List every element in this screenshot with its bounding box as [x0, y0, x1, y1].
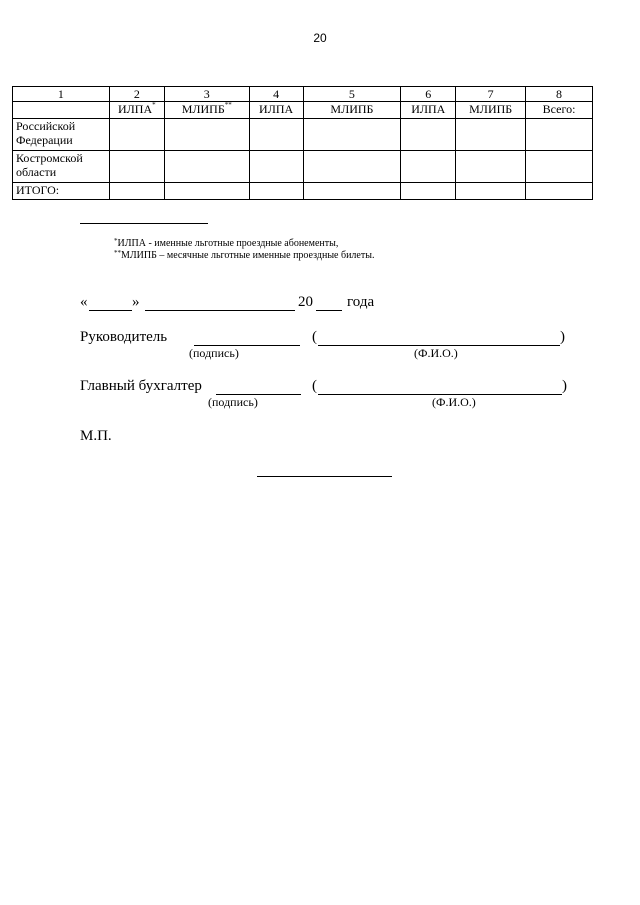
column-header-text: МЛИПБ: [181, 102, 225, 116]
table-cell: [401, 183, 456, 200]
table-cell: [456, 151, 526, 183]
date-close-quote: »: [132, 294, 140, 310]
table-cell: [526, 119, 593, 151]
table-cell: [164, 183, 249, 200]
name-caption: (Ф.И.О.): [414, 346, 458, 360]
close-paren: ): [560, 329, 565, 345]
row-label: Костромской области: [13, 151, 110, 183]
year-prefix: 20: [298, 294, 313, 310]
signature-caption: (подпись): [189, 346, 239, 360]
column-number: 7: [456, 87, 526, 102]
table-row: [13, 151, 593, 183]
stamp-place: М.П.: [80, 428, 112, 444]
table-cell: [249, 119, 303, 151]
footnote-text: МЛИПБ – месячные льготные именные проездные билеты.: [121, 250, 375, 261]
table-cell: [249, 183, 303, 200]
day-blank: [89, 294, 132, 311]
footnote: [114, 238, 338, 250]
table-cell: [109, 183, 164, 200]
table-cell: [401, 151, 456, 183]
row-label: ИТОГО:: [13, 183, 110, 200]
name-blank: [318, 329, 560, 346]
column-header: МЛИПБ: [303, 102, 401, 119]
signer-role: Руководитель: [80, 329, 168, 345]
table-cell: [303, 151, 401, 183]
table-cell: [109, 151, 164, 183]
table-cell: [164, 119, 249, 151]
table-cell: [456, 183, 526, 200]
column-number: 5: [303, 87, 401, 102]
footnote-mark: **: [114, 249, 121, 257]
column-number: 6: [401, 87, 456, 102]
year-suffix: года: [347, 294, 375, 310]
column-number: 2: [109, 87, 164, 102]
row-label: Российской Федерации: [13, 119, 110, 151]
column-header: [164, 102, 249, 119]
footnote-mark: **: [224, 101, 232, 109]
column-number: 8: [526, 87, 593, 102]
table-cell: [456, 119, 526, 151]
footnote: [114, 250, 374, 262]
column-header: ИЛПА: [249, 102, 303, 119]
open-paren: (: [312, 378, 317, 394]
column-header: МЛИПБ: [456, 102, 526, 119]
column-header-row: [13, 102, 593, 119]
footnote-mark: *: [114, 237, 118, 245]
open-paren: (: [312, 329, 317, 345]
signer-role: Главный бухгалтер: [80, 378, 202, 394]
column-number: 3: [164, 87, 249, 102]
column-header: ИЛПА: [401, 102, 456, 119]
close-paren: ): [562, 378, 567, 394]
page-number: 20: [313, 31, 327, 45]
table-cell: [401, 119, 456, 151]
signature-blank: [194, 329, 300, 346]
table-cell: [526, 183, 593, 200]
end-divider: [257, 476, 392, 477]
column-number: 4: [249, 87, 303, 102]
table-cell: [303, 119, 401, 151]
report-table: [12, 86, 593, 200]
table-cell: [249, 151, 303, 183]
table-cell: [303, 183, 401, 200]
name-blank: [318, 378, 562, 395]
column-number: 1: [13, 87, 110, 102]
footnote-text: ИЛПА - именные льготные проездные абонементы,: [117, 238, 339, 249]
table-cell: [164, 151, 249, 183]
month-blank: [145, 294, 295, 311]
column-header: [13, 102, 110, 119]
table-cell: [526, 151, 593, 183]
date-open-quote: «: [80, 294, 88, 310]
table-row: [13, 119, 593, 151]
signature-caption: (подпись): [208, 395, 258, 409]
column-header: [109, 102, 164, 119]
column-header: Всего:: [526, 102, 593, 119]
column-header-text: ИЛПА: [118, 102, 153, 116]
name-caption: (Ф.И.О.): [432, 395, 476, 409]
table-cell: [109, 119, 164, 151]
footnote-mark: *: [152, 101, 156, 109]
signature-blank: [216, 378, 301, 395]
column-number-row: [13, 87, 593, 102]
year-blank: [316, 294, 342, 311]
footnote-divider: [80, 223, 208, 224]
total-row: [13, 183, 593, 200]
